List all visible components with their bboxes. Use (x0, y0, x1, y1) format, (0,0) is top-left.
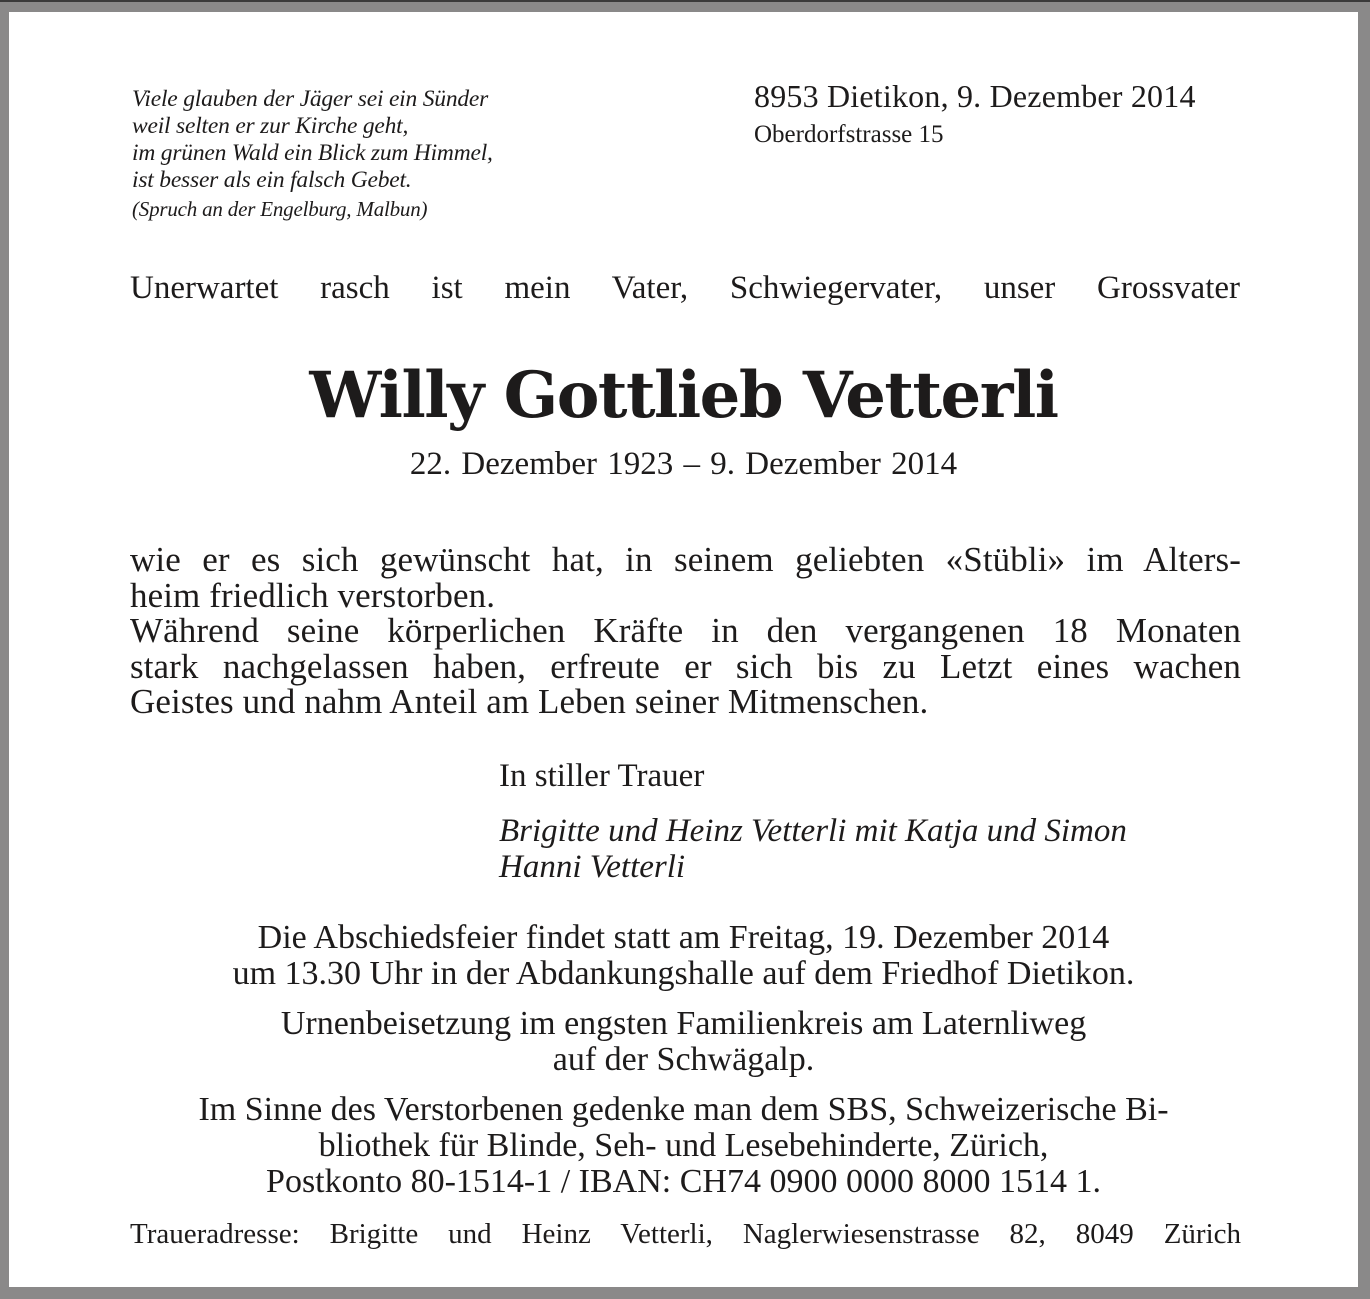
service-line: Die Abschiedsfeier findet statt am Freitag, 19. Dezember 2014 (257, 919, 1110, 956)
life-dates: 22. Dezember 1923 – 9. Dezember 2014 (409, 446, 958, 482)
quote-line: ist besser als ein falsch Gebet. (132, 167, 412, 193)
obituary-page (9, 12, 1358, 1287)
mourning-address: Traueradresse: Brigitte und Heinz Vetterli, Naglerwiesenstrasse 82, 8049 Zürich (130, 1218, 1241, 1250)
urn-line: auf der Schwägalp. (552, 1041, 815, 1078)
urn-burial-info (9, 1006, 1358, 1078)
viewer-top-border (0, 0, 1370, 2)
quote-source: (Spruch an der Engelburg, Malbun) (132, 197, 428, 221)
place-and-date: 8953 Dietikon, 9. Dezember 2014 (754, 78, 1196, 114)
hunter-quote (132, 86, 493, 224)
street-address: Oberdorfstrasse 15 (754, 121, 944, 148)
quote-line: im grünen Wald ein Blick zum Himmel, (132, 140, 493, 166)
body-line: Geistes und nahm Anteil am Leben seiner Mitmenschen. (130, 682, 929, 721)
donation-info (9, 1092, 1358, 1200)
mourner-line: Brigitte und Heinz Vetterli mit Katja und Simon (499, 813, 1127, 849)
mourners-list (499, 813, 1127, 885)
mourning-heading: In stiller Trauer (499, 758, 705, 794)
mourner-line: Hanni Vetterli (499, 849, 686, 885)
urn-line: Urnenbeisetzung im engsten Familienkreis am Laternliweg (280, 1005, 1087, 1042)
obituary-body (130, 542, 1241, 720)
body-line: heim friedlich verstorben. (130, 575, 496, 615)
body-line: stark nachgelassen haben, erfreute er sich bis zu Letzt eines wachen (130, 646, 1241, 686)
quote-line: Viele glauben der Jäger sei ein Sünder (132, 86, 489, 112)
donation-line: bliothek für Blinde, Seh- und Lesebehinderte, Zürich, (318, 1127, 1049, 1164)
service-info (9, 920, 1358, 992)
intro-line: Unerwartet rasch ist mein Vater, Schwiegervater, unser Grossvater (130, 270, 1240, 306)
body-line: wie er es sich gewünscht hat, in seinem geliebten «Stübli» im Alters- (130, 540, 1241, 579)
body-line: Während seine körperlichen Kräfte in den vergangenen 18 Monaten (130, 611, 1241, 650)
service-line: um 13.30 Uhr in der Abdankungshalle auf dem Friedhof Dietikon. (232, 955, 1135, 992)
deceased-name: Willy Gottlieb Vetterli (309, 358, 1058, 433)
donation-line: Im Sinne des Verstorbenen gedenke man dem SBS, Schweizerische Bi- (198, 1091, 1169, 1128)
quote-line: weil selten er zur Kirche geht, (132, 113, 409, 139)
donation-line: Postkonto 80-1514-1 / IBAN: CH74 0900 0000 8000 1514 1. (266, 1163, 1101, 1200)
